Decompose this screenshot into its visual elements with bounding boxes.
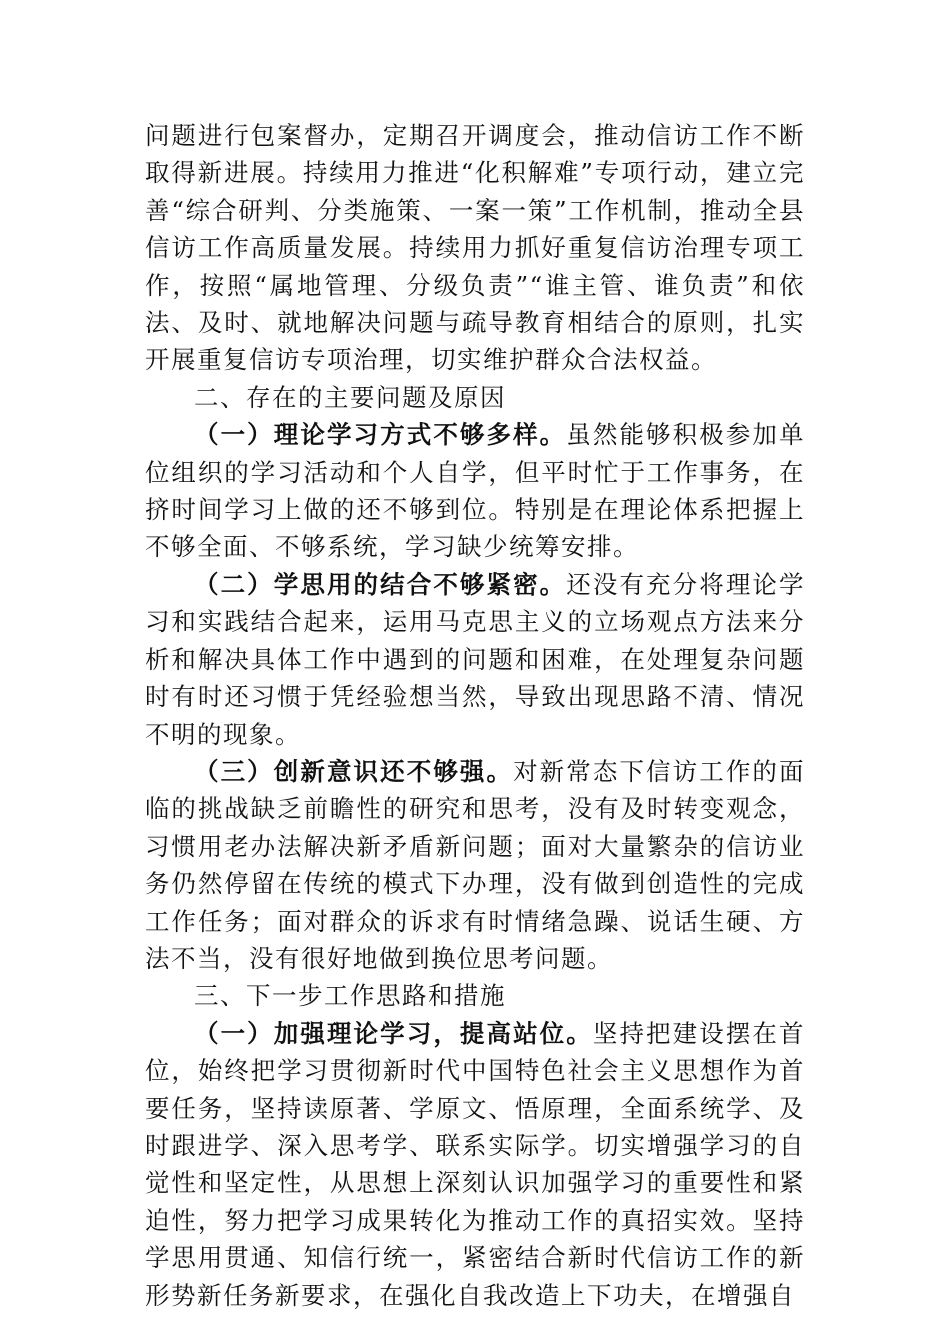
section-2-item-3-body: 对新常态下信访工作的面临的挑战缺乏前瞻性的研究和思考，没有及时转变观念，习惯用老办法解决新矛盾新问题；面对大量繁杂的信访业务仍然停留在传统的模式下办理，没有做到创造性的完成工作任务；面对群众的诉求有时情绪急躁、说话生硬、方法不当，没有很好地做到换位思考问题。 bbox=[145, 756, 806, 973]
section-2-item-1-body: 虽然能够积极参加单位组织的学习活动和个人自学，但平时忙于工作事务，在挤时间学习上做的还不够到位。特别是在理论体系把握上不够全面、不够系统，学习缺少统筹安排。 bbox=[145, 420, 806, 562]
section-2-item-3-lead: （三）创新意识还不够强。 bbox=[194, 756, 514, 786]
section-2-heading: 二、存在的主要问题及原因 bbox=[194, 382, 506, 412]
section-2-item-1 bbox=[145, 416, 805, 566]
section-3-item-1-lead: （一）加强理论学习，提高站位。 bbox=[194, 1018, 593, 1048]
section-2-item-2-body: 还没有充分将理论学习和实践结合起来，运用马克思主义的立场观点方法来分析和解决具体工作中遇到的问题和困难，在处理复杂问题时有时还习惯于凭经验想当然，导致出现思路不清、情况不明的现象。 bbox=[145, 569, 806, 749]
section-2-item-1-lead: （一）理论学习方式不够多样。 bbox=[194, 420, 567, 450]
section-2-item-2 bbox=[145, 566, 805, 753]
document-page bbox=[145, 117, 805, 1314]
section-2-item-2-lead: （二）学思用的结合不够紧密。 bbox=[194, 569, 567, 599]
section-3-item-1-body: 坚持把建设摆在首位，始终把学习贯彻新时代中国特色社会主义思想作为首要任务，坚持读原著、学原文、悟原理，全面系统学、及时跟进学、深入思考学、联系实际学。切实增强学习的自觉性和坚定性，从思想上深刻认识加强学习的重要性和紧迫性，努力把学习成果转化为推动工作的真招实效。坚持学思用贯通、知信行统一，紧密结合新时代信访工作的新形势新任务新要求，在强化自我改造上下功夫，在增强自 bbox=[145, 1018, 806, 1310]
section-3-heading: 三、下一步工作思路和措施 bbox=[194, 981, 506, 1011]
section-2-item-3 bbox=[145, 753, 805, 977]
intro-paragraph: 问题进行包案督办，定期召开调度会，推动信访工作不断取得新进展。持续用力推进“化积解难”专项行动，建立完善“综合研判、分类施策、一案一策”工作机制，推动全县信访工作高质量发展。持续用力抓好重复信访治理专项工作，按照“属地管理、分级负责”“谁主管、谁负责”和依法、及时、就地解决问题与疏导教育相结合的原则，扎实开展重复信访专项治理，切实维护群众合法权益。 bbox=[145, 121, 805, 375]
section-3-item-1 bbox=[145, 1015, 805, 1314]
